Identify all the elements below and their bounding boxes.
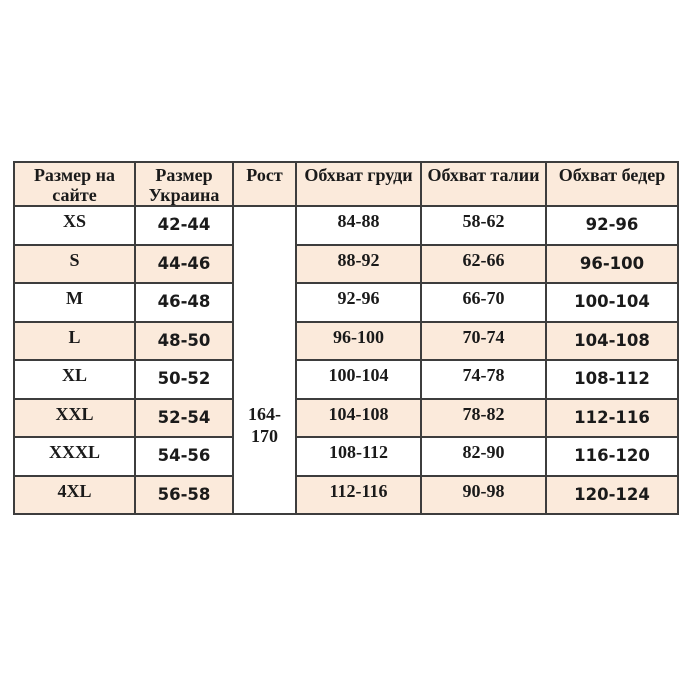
table-row-xl	[14, 360, 678, 399]
chest-cell: 112-116	[296, 476, 421, 515]
size-site-cell: L	[14, 322, 135, 361]
chest-cell: 104-108	[296, 399, 421, 438]
col-header-size-ukraine: Размер Украина	[135, 162, 233, 206]
hips-cell: 116-120	[546, 437, 678, 476]
waist-cell: 78-82	[421, 399, 546, 438]
hips-cell: 108-112	[546, 360, 678, 399]
hips-cell: 92-96	[546, 206, 678, 245]
waist-cell: 74-78	[421, 360, 546, 399]
size-site-cell: XXXL	[14, 437, 135, 476]
hips-cell: 96-100	[546, 245, 678, 284]
col-header-waist: Обхват талии	[421, 162, 546, 206]
col-header-height: Рост	[233, 162, 296, 206]
waist-cell: 70-74	[421, 322, 546, 361]
height-merged-cell	[233, 206, 296, 514]
table-row-4xl	[14, 476, 678, 515]
size-ua-cell: 48-50	[135, 322, 233, 361]
size-site-cell: XL	[14, 360, 135, 399]
table-row-xxl	[14, 399, 678, 438]
hips-cell: 120-124	[546, 476, 678, 515]
chest-cell: 108-112	[296, 437, 421, 476]
size-ua-cell: 50-52	[135, 360, 233, 399]
chest-cell: 100-104	[296, 360, 421, 399]
size-site-cell: S	[14, 245, 135, 284]
waist-cell: 90-98	[421, 476, 546, 515]
size-site-cell: M	[14, 283, 135, 322]
chest-cell: 88-92	[296, 245, 421, 284]
size-site-cell: XXL	[14, 399, 135, 438]
size-table	[13, 161, 679, 515]
col-header-size-site: Размер на сайте	[14, 162, 135, 206]
height-value-line2: 170	[251, 426, 278, 446]
size-ua-cell: 56-58	[135, 476, 233, 515]
size-table-container	[13, 161, 679, 515]
table-row-s	[14, 245, 678, 284]
size-site-cell: 4XL	[14, 476, 135, 515]
size-ua-cell: 54-56	[135, 437, 233, 476]
height-value-line1: 164-	[248, 404, 281, 424]
hips-cell: 112-116	[546, 399, 678, 438]
waist-cell: 82-90	[421, 437, 546, 476]
chest-cell: 84-88	[296, 206, 421, 245]
chest-cell: 92-96	[296, 283, 421, 322]
waist-cell: 58-62	[421, 206, 546, 245]
hips-cell: 100-104	[546, 283, 678, 322]
col-header-chest: Обхват груди	[296, 162, 421, 206]
waist-cell: 66-70	[421, 283, 546, 322]
hips-cell: 104-108	[546, 322, 678, 361]
table-row-l	[14, 322, 678, 361]
col-header-hips: Обхват бедер	[546, 162, 678, 206]
size-ua-cell: 46-48	[135, 283, 233, 322]
table-row-xs	[14, 206, 678, 245]
table-row-xxxl	[14, 437, 678, 476]
size-ua-cell: 42-44	[135, 206, 233, 245]
waist-cell: 62-66	[421, 245, 546, 284]
size-ua-cell: 52-54	[135, 399, 233, 438]
size-site-cell: XS	[14, 206, 135, 245]
header-row	[14, 162, 678, 206]
chest-cell: 96-100	[296, 322, 421, 361]
table-row-m	[14, 283, 678, 322]
size-ua-cell: 44-46	[135, 245, 233, 284]
